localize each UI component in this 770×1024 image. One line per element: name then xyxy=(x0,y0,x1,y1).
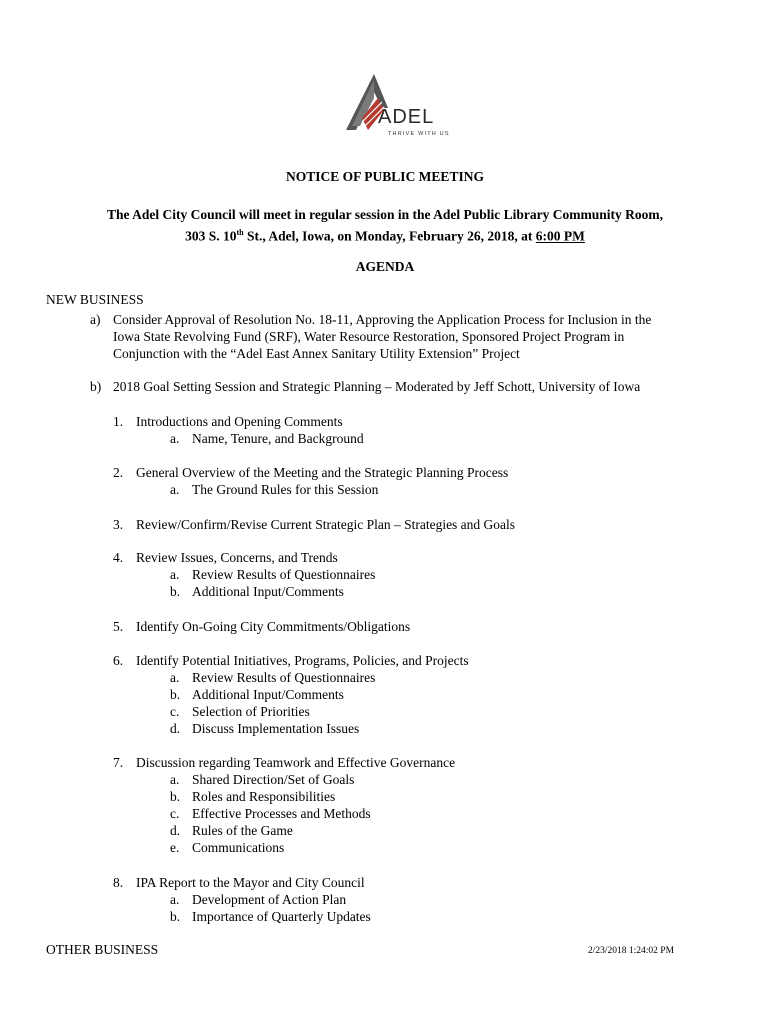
meeting-statement xyxy=(0,206,770,246)
item-label: a) xyxy=(90,312,101,327)
sub-item-label: a. xyxy=(170,772,180,787)
item-a-line-1: Consider Approval of Resolution No. 18-11, Approving the Application Process for Inclusion in the xyxy=(113,312,652,327)
topic-number: 1. xyxy=(113,414,124,429)
sub-item-label: b. xyxy=(170,584,181,599)
sub-item-label: c. xyxy=(170,806,180,821)
item-a-text xyxy=(113,311,651,362)
sub-item-text: Effective Processes and Methods xyxy=(192,806,371,821)
topic-number: 4. xyxy=(113,550,124,565)
sub-item-label: a. xyxy=(170,892,180,907)
topic-text: Identify Potential Initiatives, Programs, Policies, and Projects xyxy=(136,653,469,668)
topic-number: 2. xyxy=(113,465,124,480)
print-timestamp: 2/23/2018 1:24:02 PM xyxy=(588,946,675,956)
sub-item-label: d. xyxy=(170,823,181,838)
sub-item-label: a. xyxy=(170,567,180,582)
agenda-heading: AGENDA xyxy=(355,259,415,274)
topic-text: Identify On-Going City Commitments/Obligations xyxy=(136,619,411,634)
topic-number: 5. xyxy=(113,619,124,634)
notice-title: NOTICE OF PUBLIC MEETING xyxy=(286,169,484,184)
topic-number: 6. xyxy=(113,653,124,668)
topic-text: Introductions and Opening Comments xyxy=(136,414,343,429)
sub-item-label: c. xyxy=(170,704,180,719)
item-label: b) xyxy=(90,379,102,394)
topic-text: Review Issues, Concerns, and Trends xyxy=(136,550,338,565)
sub-item-label: b. xyxy=(170,687,181,702)
topic-number: 8. xyxy=(113,875,124,890)
sub-item-label: a. xyxy=(170,431,180,446)
sub-item-text: Review Results of Questionnaires xyxy=(192,567,376,582)
sub-item-label: a. xyxy=(170,670,180,685)
logo-tagline: THRIVE WITH US xyxy=(388,131,450,137)
sub-item-text: Communications xyxy=(192,840,285,855)
sub-item-text: Name, Tenure, and Background xyxy=(192,431,364,446)
topic-text: General Overview of the Meeting and the Strategic Planning Process xyxy=(136,465,509,480)
item-a-line-3: Conjunction with the “Adel East Annex Sanitary Utility Extension” Project xyxy=(113,346,520,361)
meeting-time: 6:00 PM xyxy=(535,228,585,244)
sub-item-text: Importance of Quarterly Updates xyxy=(192,909,371,924)
city-logo xyxy=(338,68,448,148)
meeting-line-1: The Adel City Council will meet in regular session in the Adel Public Library Community Room, xyxy=(106,207,664,222)
meeting-line-2 xyxy=(0,224,770,246)
topic-number: 7. xyxy=(113,755,124,770)
sub-item-label: a. xyxy=(170,482,180,497)
sub-item-text: The Ground Rules for this Session xyxy=(192,482,379,497)
sub-item-label: b. xyxy=(170,789,181,804)
address-suffix: th xyxy=(236,228,244,237)
topic-text: Review/Confirm/Revise Current Strategic Plan – Strategies and Goals xyxy=(136,517,516,532)
sub-item-text: Selection of Priorities xyxy=(192,704,310,719)
topic-number: 3. xyxy=(113,517,124,532)
other-business-heading: OTHER BUSINESS xyxy=(46,942,159,957)
new-business-heading: NEW BUSINESS xyxy=(46,292,144,307)
sub-item-label: d. xyxy=(170,721,181,736)
sub-item-text: Additional Input/Comments xyxy=(192,584,344,599)
sub-item-text: Rules of the Game xyxy=(192,823,293,838)
sub-item-text: Development of Action Plan xyxy=(192,892,347,907)
sub-item-label: b. xyxy=(170,909,181,924)
sub-item-text: Additional Input/Comments xyxy=(192,687,344,702)
sub-item-label: e. xyxy=(170,840,180,855)
item-b-text: 2018 Goal Setting Session and Strategic Planning – Moderated by Jeff Schott, University of Iowa xyxy=(113,379,641,394)
address-number: 303 S. 10 xyxy=(185,228,237,244)
sub-item-text: Discuss Implementation Issues xyxy=(192,721,360,736)
item-a-line-2: Iowa State Revolving Fund (SRF), Water Resource Restoration, Sponsored Project Program in xyxy=(113,329,625,344)
sub-item-text: Roles and Responsibilities xyxy=(192,789,336,804)
topic-text: IPA Report to the Mayor and City Council xyxy=(136,875,365,890)
sub-item-text: Review Results of Questionnaires xyxy=(192,670,376,685)
sub-item-text: Shared Direction/Set of Goals xyxy=(192,772,355,787)
logo-wordmark: ADEL xyxy=(378,106,435,128)
topic-text: Discussion regarding Teamwork and Effective Governance xyxy=(136,755,456,770)
meeting-place-date: St., Adel, Iowa, on Monday, February 26, 2018, at xyxy=(243,228,536,244)
